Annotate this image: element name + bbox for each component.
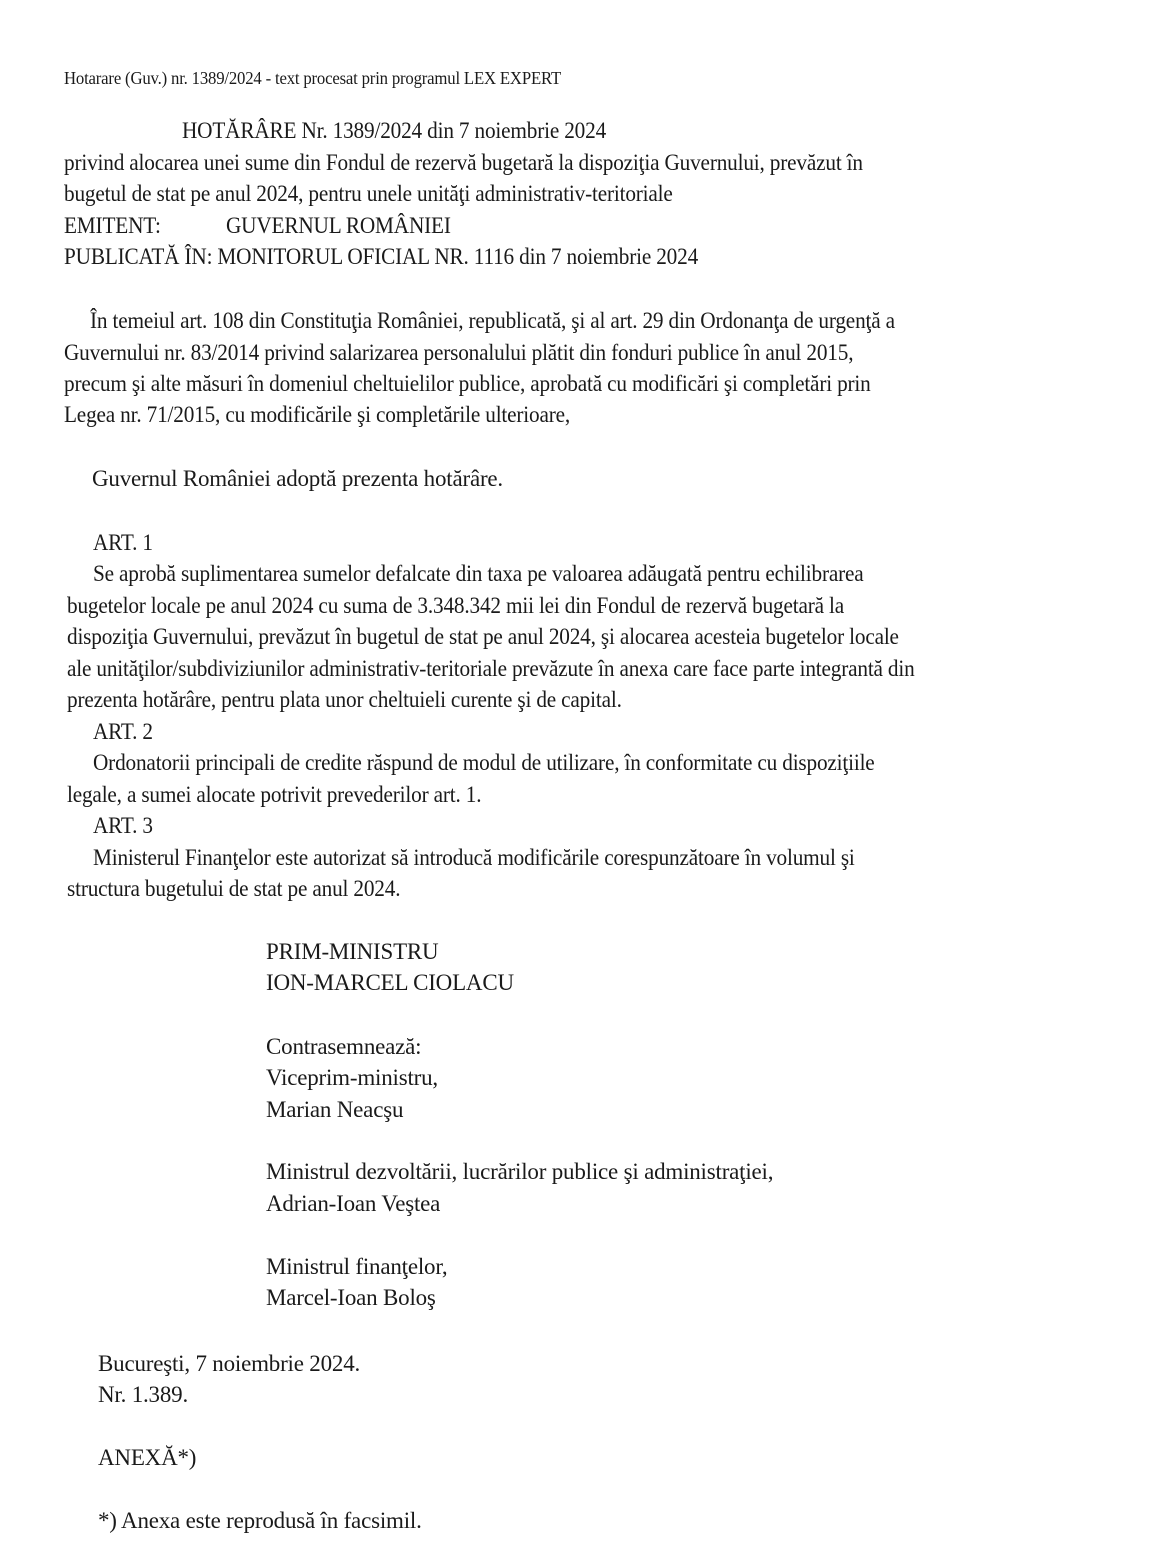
- vice-pm-title: Viceprim-ministru,: [266, 1065, 438, 1090]
- finance-minister-title: Ministrul finanţelor,: [266, 1254, 448, 1279]
- article-line: Se aprobă suplimentarea sumelor defalcate din taxa pe valoarea adăugată pentru echilibrarea: [93, 561, 864, 586]
- annex-note: *) Anexa este reprodusă în facsimil.: [98, 1508, 422, 1533]
- place-and-date: Bucureşti, 7 noiembrie 2024.: [98, 1351, 361, 1376]
- finance-minister-name: Marcel-Ioan Boloş: [266, 1285, 436, 1310]
- article-label: ART. 3: [93, 813, 153, 838]
- adoption-statement: Guvernul României adoptă prezenta hotărâre.: [92, 466, 503, 491]
- preamble-line: Legea nr. 71/2015, cu modificările şi completările ulterioare,: [64, 402, 571, 427]
- article-line: prezenta hotărâre, pentru plata unor cheltuieli curente şi de capital.: [67, 687, 622, 712]
- article-line: Ordonatorii principali de credite răspund de modul de utilizare, în conformitate cu dispoziţiile: [93, 750, 875, 775]
- prime-minister-name: ION-MARCEL CIOLACU: [266, 970, 514, 995]
- running-header: Hotarare (Guv.) nr. 1389/2024 - text procesat prin programul LEX EXPERT: [64, 68, 562, 88]
- publication-line: PUBLICATĂ ÎN: MONITORUL OFICIAL NR. 1116 din 7 noiembrie 2024: [64, 244, 699, 269]
- article-line: dispoziţia Guvernului, prevăzut în bugetul de stat pe anul 2024, şi alocarea acesteia bugetelor locale: [67, 624, 899, 649]
- subject-line: privind alocarea unei sume din Fondul de rezervă bugetară la dispoziţia Guvernului, prevăzut în: [64, 150, 863, 175]
- annex-label: ANEXĂ*): [98, 1445, 197, 1470]
- preamble-line: În temeiul art. 108 din Constituţia României, republicată, şi al art. 29 din Ordonanţa de urgenţă a: [90, 308, 895, 333]
- vice-pm-name: Marian Neacşu: [266, 1097, 404, 1122]
- preamble-line: precum şi alte măsuri în domeniul cheltuielilor publice, aprobată cu modificări şi completări prin: [64, 371, 871, 396]
- development-minister-title: Ministrul dezvoltării, lucrărilor publice şi administraţiei,: [266, 1159, 774, 1184]
- document-heading: HOTĂRÂRE Nr. 1389/2024 din 7 noiembrie 2024: [182, 118, 607, 143]
- prime-minister-title: PRIM-MINISTRU: [266, 939, 439, 964]
- article-line: Ministerul Finanţelor este autorizat să introducă modificările corespunzătoare în volumul şi: [93, 845, 855, 870]
- issuer-label: EMITENT:: [64, 213, 161, 238]
- article-line: bugetelor locale pe anul 2024 cu suma de 3.348.342 mii lei din Fondul de rezervă bugetară la: [67, 593, 845, 618]
- article-line: legale, a sumei alocate potrivit prevederilor art. 1.: [67, 782, 482, 807]
- subject-line: bugetul de stat pe anul 2024, pentru unele unităţi administrativ-teritoriale: [64, 181, 673, 206]
- article-label: ART. 1: [93, 530, 153, 555]
- issuer-value: GUVERNUL ROMÂNIEI: [226, 213, 451, 238]
- article-label: ART. 2: [93, 719, 153, 744]
- preamble-line: Guvernului nr. 83/2014 privind salarizarea personalului plătit din fonduri publice în anul 2015,: [64, 340, 854, 365]
- document-number: Nr. 1.389.: [98, 1382, 189, 1407]
- development-minister-name: Adrian-Ioan Veştea: [266, 1191, 441, 1216]
- countersign-label: Contrasemnează:: [266, 1034, 422, 1059]
- article-line: ale unităţilor/subdiviziunilor administrativ-teritoriale prevăzute în anexa care face parte integrantă din: [67, 656, 915, 681]
- article-line: structura bugetului de stat pe anul 2024.: [67, 876, 401, 901]
